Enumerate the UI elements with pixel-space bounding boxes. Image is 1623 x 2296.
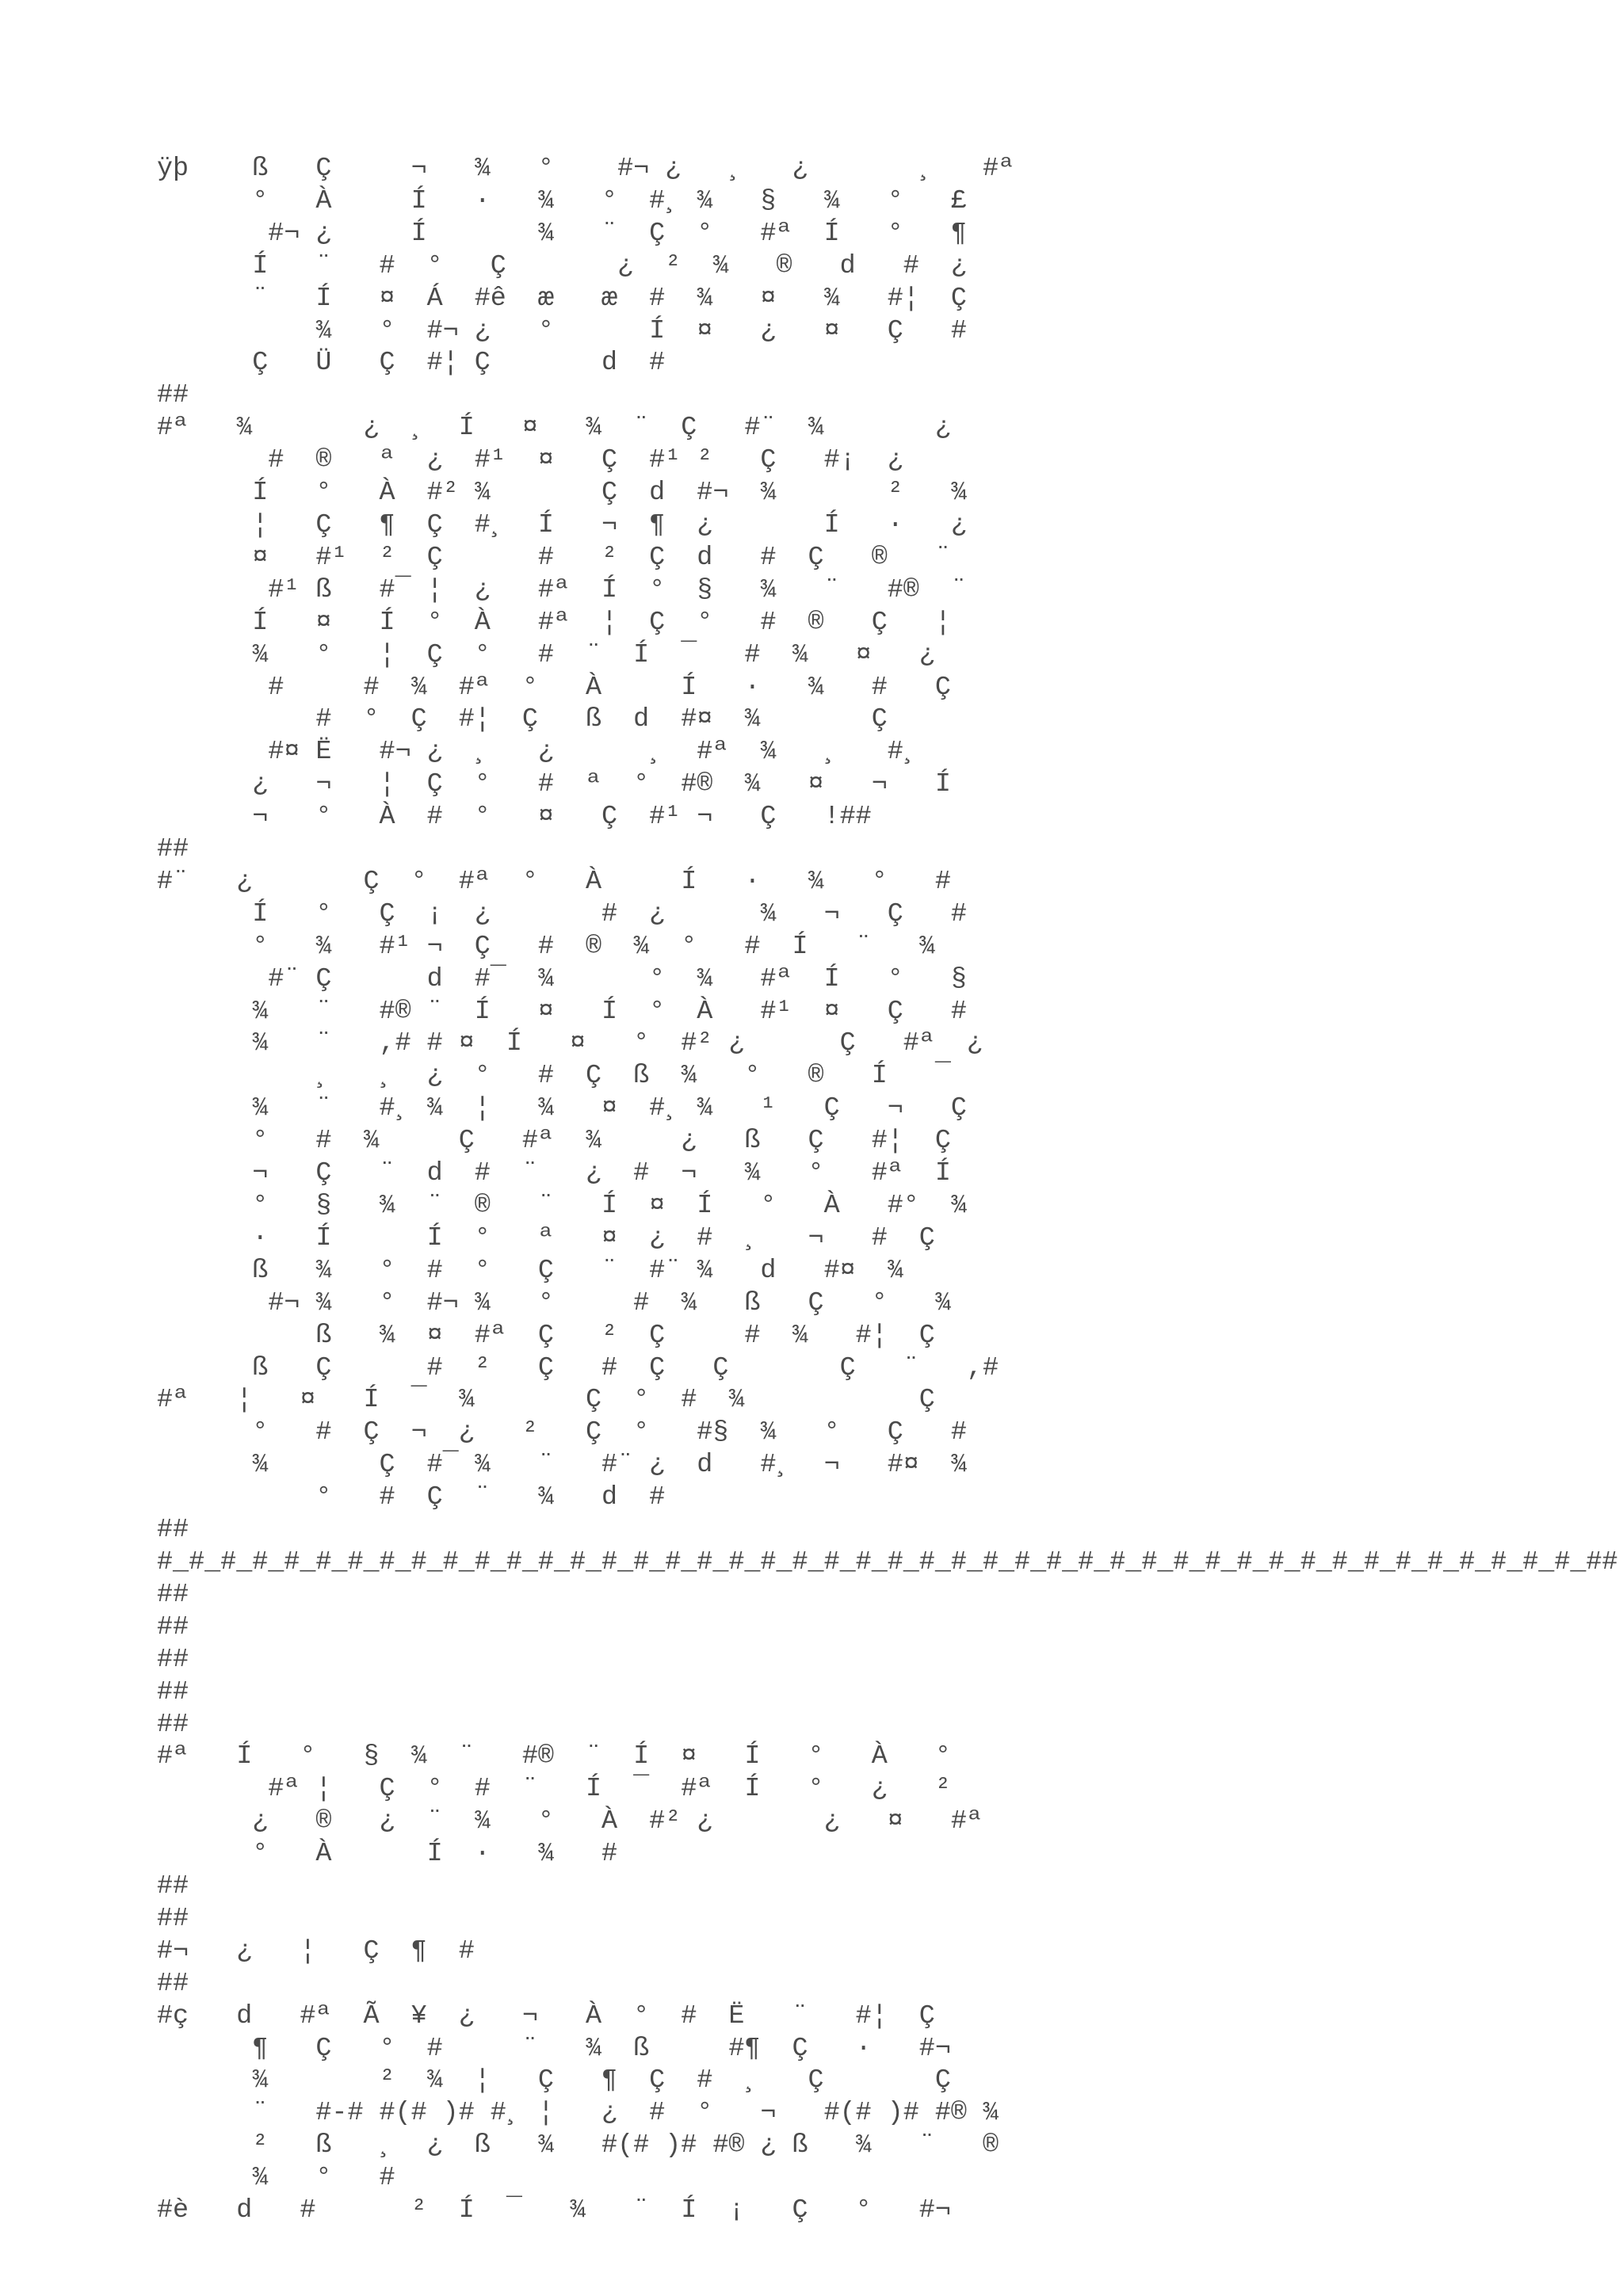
text-line: ÿþ ß Ç ¬ ¾ ° #¬ ¿ ¸ ¿ ¸ #ª xyxy=(157,154,1015,184)
text-line: ## xyxy=(157,1709,189,1740)
text-line: Ç Ü Ç #¦ Ç d # xyxy=(157,348,666,379)
text-line: ° ¾ #¹ ¬ Ç # ® ¾ ° # Í ¨ ¾ xyxy=(157,931,935,962)
text-line: #¨ ¿ Ç ° #ª ° À Í · ¾ ° # xyxy=(157,866,951,897)
text-line: ß ¾ ° # ° Ç ¨ #¨ ¾ d #¤ ¾ xyxy=(157,1255,951,1286)
text-line: ## xyxy=(157,1968,189,1999)
text-line: ° À Í · ¾ ° #¸ ¾ § ¾ ° £ xyxy=(157,185,967,216)
text-line: ¸ ¸ ¿ ° # Ç ß ¾ ° ® Í ¯ xyxy=(157,1061,951,1092)
text-line: ¬ Ç ¨ d # ¨ ¿ # ¬ ¾ ° #ª Í xyxy=(157,1158,951,1189)
text-line: ß Ç # ² Ç # Ç Ç Ç ¨ ,# xyxy=(157,1352,999,1383)
text-line: ¨ #-# #(# )# #¸ ¦ ¿ # ° ¬ #(# )# #® ¾ xyxy=(157,2098,999,2129)
text-line: ¾ ² ¾ ¦ Ç ¶ Ç # ¸ Ç Ç xyxy=(157,2065,951,2096)
text-line: Í ¨ # ° Ç ¿ ² ¾ ® d # ¿ xyxy=(157,250,967,281)
text-line: ² ß ¸ ¿ ß ¾ #(# )# #® ¿ ß ¾ ¨ ® xyxy=(157,2130,999,2161)
text-line: ## xyxy=(157,1611,189,1642)
text-line: Í ° Ç ¡ ¿ # ¿ ¾ ¬ Ç # xyxy=(157,898,967,929)
text-line: ¾ ¨ #¸ ¾ ¦ ¾ ¤ #¸ ¾ ¹ Ç ¬ Ç xyxy=(157,1093,967,1124)
text-line: #ª ¾ ¿ ¸ Í ¤ ¾ ¨ Ç #¨ ¾ ¿ xyxy=(157,413,951,444)
text-line: ¿ ¬ ¦ Ç ° # ª ° #® ¾ ¤ ¬ Í xyxy=(157,769,951,800)
text-line: ## xyxy=(157,1579,189,1610)
text-line: ¿ ® ¿ ¨ ¾ ° À #² ¿ ¿ ¤ #ª xyxy=(157,1806,983,1837)
text-line: ## xyxy=(157,1676,189,1707)
text-line: #¬ ¾ ° #¬ ¾ ° # ¾ ß Ç ° ¾ xyxy=(157,1287,951,1318)
garbled-text-body xyxy=(157,153,1617,2227)
text-line: ¨ Í ¤ Á #ê æ æ # ¾ ¤ ¾ #¦ Ç xyxy=(157,283,967,314)
text-line: #¬ ¿ Í ¾ ¨ Ç ° #ª Í ° ¶ xyxy=(157,218,967,249)
text-line: ¾ ¨ ,# # ¤ Í ¤ ° #² ¿ Ç #ª ¿ xyxy=(157,1028,983,1059)
text-line: #¬ ¿ ¦ Ç ¶ # xyxy=(157,1936,475,1966)
text-line: ° § ¾ ¨ ® ¨ Í ¤ Í ° À #° ¾ xyxy=(157,1191,967,1221)
text-line: · Í Í ° ª ¤ ¿ # ¸ ¬ # Ç xyxy=(157,1222,935,1253)
text-line: ## xyxy=(157,1903,189,1934)
text-line: ° # Ç ¬ ¿ ² Ç ° #§ ¾ ° Ç # xyxy=(157,1417,967,1448)
text-line: Í ° À #² ¾ Ç d #¬ ¾ ² ¾ xyxy=(157,478,967,509)
text-line: #¨ Ç d #¯ ¾ ° ¾ #ª Í ° § xyxy=(157,963,967,994)
text-line: ## xyxy=(157,1644,189,1675)
text-line: # ° Ç #¦ Ç ß d #¤ ¾ Ç xyxy=(157,704,888,735)
text-line: ¦ Ç ¶ Ç #¸ Í ¬ ¶ ¿ Í · ¿ xyxy=(157,509,967,540)
text-line: #è d # ² Í ¯ ¾ ¨ Í ¡ Ç ° #¬ xyxy=(157,2195,951,2226)
text-line: ## xyxy=(157,1515,189,1546)
text-line: Í ¤ Í ° À #ª ¦ Ç ° # ® Ç ¦ xyxy=(157,607,951,638)
text-line: #ª Í ° § ¾ ¨ #® ¨ Í ¤ Í ° À ° xyxy=(157,1741,951,1772)
text-line: ¤ #¹ ² Ç # ² Ç d # Ç ® ¨ xyxy=(157,542,951,573)
text-line: ¾ ° #¬ ¿ ° Í ¤ ¿ ¤ Ç # xyxy=(157,315,967,346)
text-line: ¬ ° À # ° ¤ Ç #¹ ¬ Ç !## xyxy=(157,802,872,833)
text-line: ß ¾ ¤ #ª Ç ² Ç # ¾ #¦ Ç xyxy=(157,1320,935,1351)
text-line: #ª ¦ Ç ° # ¨ Í ¯ #ª Í ° ¿ ² xyxy=(157,1774,951,1805)
text-line: ° À Í · ¾ # xyxy=(157,1839,618,1870)
text-line: ¾ Ç #¯ ¾ ¨ #¨ ¿ d #¸ ¬ #¤ ¾ xyxy=(157,1450,967,1481)
text-line: ## xyxy=(157,380,189,411)
text-line: #ª ¦ ¤ Í ¯ ¾ Ç ° # ¾ Ç xyxy=(157,1385,935,1416)
text-line: ¶ Ç ° # ¨ ¾ ß #¶ Ç · #¬ xyxy=(157,2033,951,2064)
text-line: ¾ ° ¦ Ç ° # ¨ Í ¯ # ¾ ¤ ¿ xyxy=(157,639,935,670)
text-line: #¤ Ë #¬ ¿ ¸ ¿ ¸ #ª ¾ ¸ #¸ xyxy=(157,737,935,768)
text-line: ## xyxy=(157,834,189,865)
text-line: # ® ª ¿ #¹ ¤ Ç #¹ ² Ç #¡ ¿ xyxy=(157,445,903,476)
text-line: ¾ ¨ #® ¨ Í ¤ Í ° À #¹ ¤ Ç # xyxy=(157,996,967,1027)
text-line: #¹ ß #¯ ¦ ¿ #ª Í ° § ¾ ¨ #® ¨ xyxy=(157,574,967,605)
text-line: # # ¾ #ª ° À Í · ¾ # Ç xyxy=(157,672,951,703)
text-line: ° # Ç ¨ ¾ d # xyxy=(157,1482,666,1513)
text-line: ¾ ° # xyxy=(157,2163,395,2194)
text-line: ° # ¾ Ç #ª ¾ ¿ ß Ç #¦ Ç xyxy=(157,1126,951,1157)
text-line: #ç d #ª Ã ¥ ¿ ¬ À ° # Ë ¨ #¦ Ç xyxy=(157,2000,935,2031)
text-line: ## xyxy=(157,1871,189,1902)
text-line: #_#_#_#_#_#_#_#_#_#_#_#_#_#_#_#_#_#_#_#_#_#_#_#_#_#_#_#_#_#_#_#_#_#_#_#_#_#_#_#_#_#_#_#_#_## xyxy=(157,1547,1618,1577)
